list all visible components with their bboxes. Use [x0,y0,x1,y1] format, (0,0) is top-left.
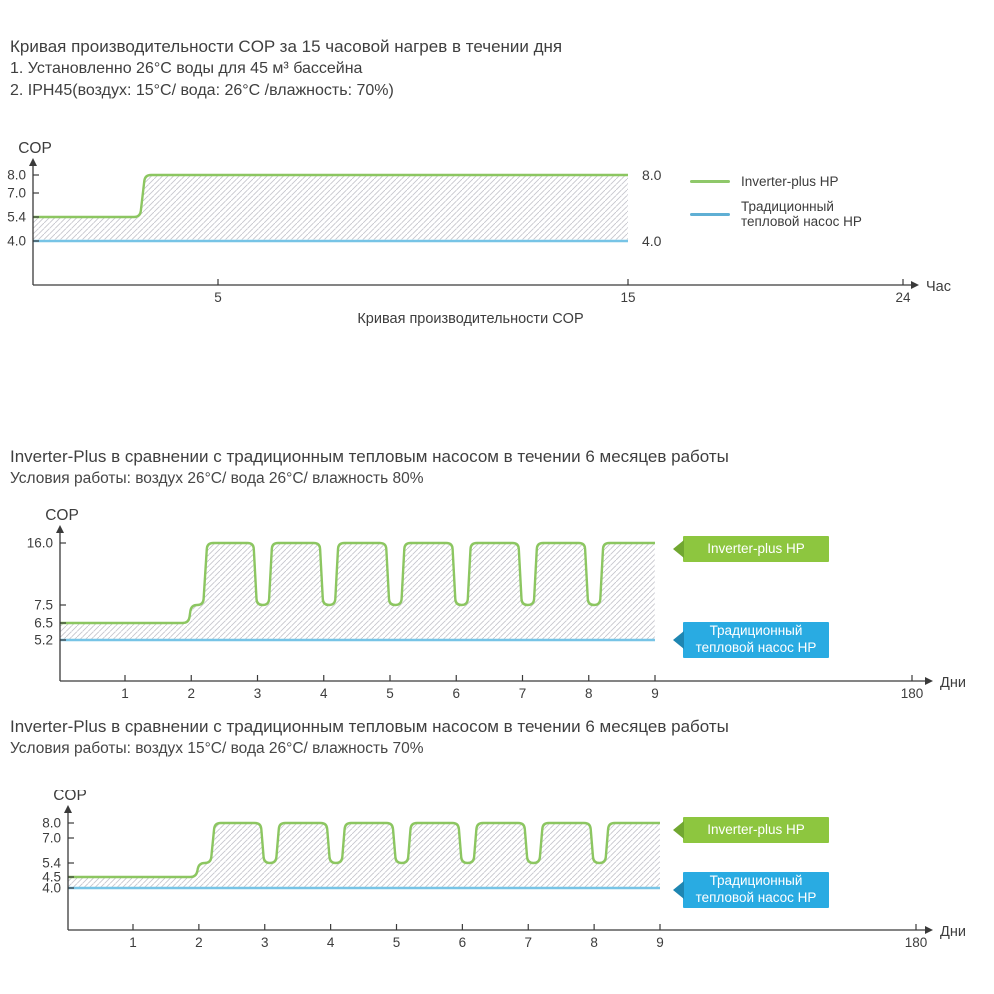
x-axis-title: Час [926,279,951,295]
x-tick-label: 8 [590,935,598,950]
chart1-note-1: 1. Установленно 26°C воды для 45 м³ бассейна [10,60,363,77]
y-tick-label: 7.0 [7,185,26,201]
x-axis-title: Дни [940,924,966,940]
y-axis-arrow-icon [56,525,64,533]
x-tick-label: 6 [452,686,461,701]
inverter-plus-tag: Inverter-plus HP [683,817,829,843]
y-axis-arrow-icon [64,805,72,813]
hatch-area [68,823,660,888]
comparison-chart-26c [0,505,994,705]
x-tick-label: 9 [651,686,659,701]
y-axis-arrow-icon [29,158,37,166]
x-tick-label: 9 [656,935,664,950]
x-tick-label: 6 [458,935,467,950]
x-tick-label: 1 [129,935,137,950]
end-value-label: 4.0 [642,233,662,249]
x-axis-title: Дни [940,675,966,691]
x-axis-arrow-icon [911,281,919,289]
inverter-plus-tag: Inverter-plus HP [683,536,829,562]
y-tick-label: 4.0 [42,880,61,896]
y-axis-title: COP [45,507,79,524]
x-tick-label: 1 [121,686,129,701]
chart2-title: Inverter-Plus в сравнении с традиционным тепловым насосом в течении 6 месяцев работы [10,447,729,466]
y-tick-label: 7.0 [42,830,61,846]
x-tick-label: 5 [392,935,401,950]
x-tick-label: 24 [895,290,911,305]
cop-day-curve-chart [0,135,994,335]
x-tick-label: 2 [187,686,196,701]
chart1-legend [690,174,869,239]
comparison-chart-15c [0,790,994,960]
x-tick-label: 4 [319,686,328,701]
chart1-title: Кривая производительности COP за 15 часовой нагрев в течении дня [10,37,563,56]
x-tick-label: 8 [584,686,593,701]
section1-header [10,36,562,102]
x-tick-label: 5 [214,290,222,305]
y-tick-label: 8.0 [42,815,61,831]
chart-svg [0,790,994,960]
x-tick-label: 3 [260,935,269,950]
x-axis-arrow-icon [925,926,933,934]
blue-line-swatch [690,213,730,216]
chart2-subtitle: Условия работы: воздух 26°C/ вода 26°C/ влажность 80% [10,470,424,487]
legend-item-inverter [690,174,869,189]
traditional-hp-tag: Традиционный тепловой насос HP [683,622,829,658]
y-tick-label: 5.4 [42,855,61,871]
x-tick-label: 7 [524,935,533,950]
chart1-note-2: 2. IPH45(воздух: 15°C/ вода: 26°C /влажность: 70%) [10,82,394,99]
y-tick-label: 5.4 [7,209,26,225]
x-tick-label: 180 [900,686,924,701]
y-tick-label: 7.5 [34,597,53,613]
chart-svg [0,505,994,705]
traditional-hp-tag: Традиционный тепловой насос HP [683,872,829,908]
x-tick-label: 5 [386,686,394,701]
end-value-label: 8.0 [642,167,662,183]
section2-header [10,446,729,490]
x-tick-label: 180 [904,935,928,950]
y-tick-label: 5.2 [34,632,53,648]
chart1-caption: Кривая производительности COP [357,311,584,327]
x-tick-label: 4 [326,935,335,950]
x-tick-label: 2 [195,935,203,950]
green-line-swatch [690,180,730,183]
x-tick-label: 7 [518,686,527,701]
x-tick-label: 3 [253,686,262,701]
y-tick-label: 4.5 [42,869,61,885]
x-axis-arrow-icon [925,677,933,685]
legend-item-traditional [690,199,869,229]
y-tick-label: 8.0 [7,167,26,183]
y-axis-title: COP [53,790,87,804]
y-tick-label: 16.0 [26,535,53,551]
y-tick-label: 6.5 [34,615,53,631]
legend-label: Традиционный тепловой насос HP [741,199,862,229]
legend-label: Inverter-plus HP [741,174,839,189]
hatch-area [34,175,629,241]
hatch-area [60,543,655,640]
y-axis-title: COP [18,140,52,157]
chart3-subtitle: Условия работы: воздух 15°C/ вода 26°C/ влажность 70% [10,740,424,757]
y-tick-label: 4.0 [7,233,26,249]
section3-header [10,716,729,760]
x-tick-label: 15 [620,290,636,305]
chart3-title: Inverter-Plus в сравнении с традиционным тепловым насосом в течении 6 месяцев работы [10,717,729,736]
